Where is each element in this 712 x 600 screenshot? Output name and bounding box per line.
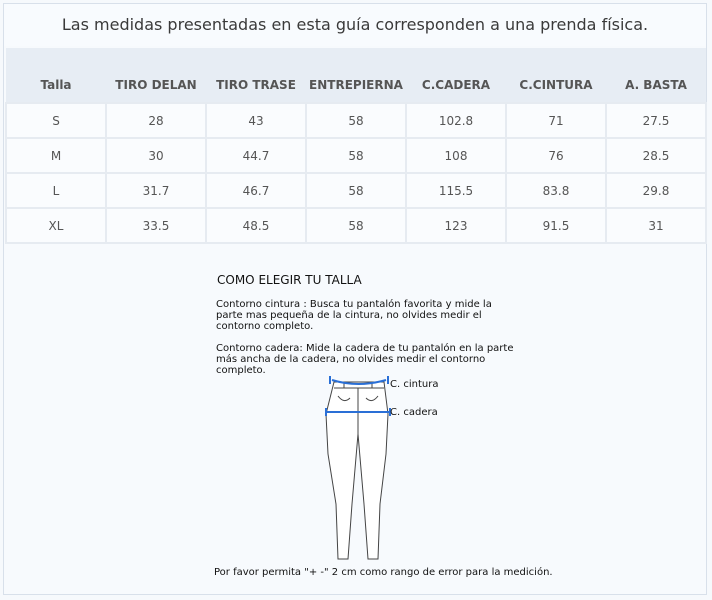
cell-value: 123 [406, 208, 506, 243]
cell-value: 115.5 [406, 173, 506, 208]
cell-value: 58 [306, 173, 406, 208]
error-range-note: Por favor permita "+ -" 2 cm como rango de error para la medición. [214, 567, 553, 578]
cell-value: 58 [306, 208, 406, 243]
cell-value: 44.7 [206, 138, 306, 173]
hip-instructions: Contorno cadera: Mide la cadera de tu pantalón en la parte más ancha de la cadera, no olvides medir el contorno completo. [216, 343, 514, 376]
measuring-guide [4, 244, 706, 594]
cell-value: 48.5 [206, 208, 306, 243]
cell-size: S [6, 103, 106, 138]
header-talla: Talla [40, 78, 72, 92]
pants-illustration [314, 374, 394, 564]
cell-value: 31 [606, 208, 706, 243]
header-basta: A. BASTA [625, 78, 687, 92]
cell-value: 102.8 [406, 103, 506, 138]
cell-value: 46.7 [206, 173, 306, 208]
guide-title: COMO ELEGIR TU TALLA [217, 273, 362, 287]
cell-size: M [6, 138, 106, 173]
notice-banner: Las medidas presentadas en esta guía corresponden a una prenda física. [4, 4, 706, 46]
cell-value: 30 [106, 138, 206, 173]
header-tiro-delantero: TIRO DELAN [115, 78, 197, 92]
table-row [6, 103, 706, 138]
cell-size: XL [6, 208, 106, 243]
hip-label: C. cadera [390, 407, 438, 418]
cell-value: 28 [106, 103, 206, 138]
cell-value: 76 [506, 138, 606, 173]
cell-value: 33.5 [106, 208, 206, 243]
size-guide-frame [3, 3, 707, 595]
header-entrepierna: ENTREPIERNA [309, 78, 403, 92]
cell-value: 58 [306, 138, 406, 173]
cell-value: 71 [506, 103, 606, 138]
waist-label: C. cintura [390, 379, 439, 390]
unit-label: Medidas en CM [599, 48, 702, 62]
cell-value: 58 [306, 103, 406, 138]
header-tiro-trasero: TIRO TRASE [216, 78, 296, 92]
header-cadera: C.CADERA [421, 78, 491, 92]
table-row [6, 138, 706, 173]
cell-value: 108 [406, 138, 506, 173]
cell-value: 43 [206, 103, 306, 138]
table-row [6, 208, 706, 243]
cell-value: 29.8 [606, 173, 706, 208]
cell-size: L [6, 173, 106, 208]
cell-value: 27.5 [606, 103, 706, 138]
cell-value: 31.7 [106, 173, 206, 208]
waist-instructions: Contorno cintura : Busca tu pantalón favorita y mide la parte mas pequeña de la cintura, no olvides medir el contorno completo. [216, 299, 492, 332]
cell-value: 83.8 [506, 173, 606, 208]
cell-value: 91.5 [506, 208, 606, 243]
table-header-row [6, 48, 706, 103]
table-row [6, 173, 706, 208]
cell-value: 28.5 [606, 138, 706, 173]
size-table [5, 48, 707, 244]
header-cintura: C.CINTURA [519, 78, 593, 92]
